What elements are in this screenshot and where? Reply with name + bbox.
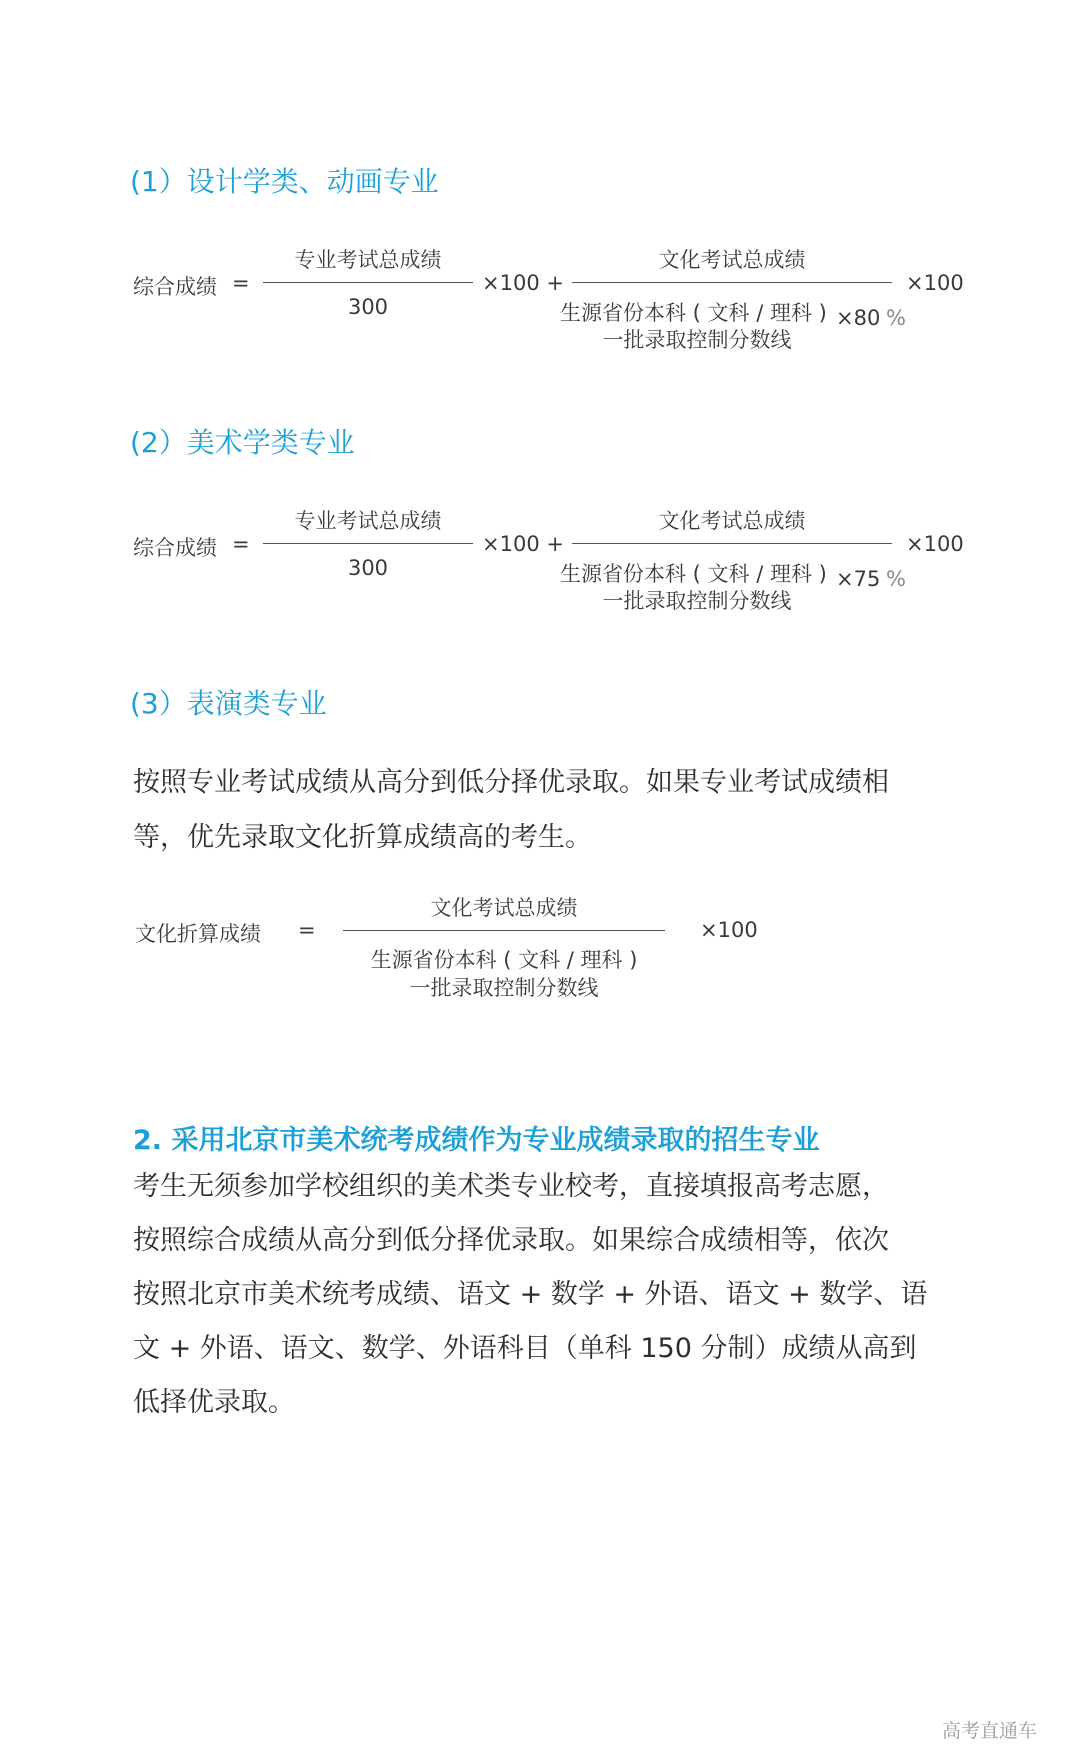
formula-3-den-line1: 生源省份本科 ( 文科 / 理科 ) bbox=[370, 948, 638, 972]
formula-3-den-line2: 一批录取控制分数线 bbox=[409, 976, 599, 1000]
part2-title: 2. 采用北京市美术统考成绩作为专业成绩录取的招生专业 bbox=[133, 1125, 820, 1156]
formula-2-lhs: 综合成绩 bbox=[133, 536, 217, 560]
section3-para-line1: 按照专业考试成绩从高分到低分择优录取。如果专业考试成绩相 bbox=[133, 767, 889, 798]
section3-title: (3）表演类专业 bbox=[130, 687, 327, 720]
formula-1-frac2-den-line2: 一批录取控制分数线 bbox=[602, 328, 792, 352]
formula-3-lhs: 文化折算成绩 bbox=[135, 922, 261, 946]
formula-3-num: 文化考试总成绩 bbox=[430, 896, 578, 920]
formula-2-factor: ×75 bbox=[836, 567, 881, 591]
formula-3-bar bbox=[343, 930, 665, 931]
formula-1-mul1: ×100 + bbox=[482, 271, 564, 295]
formula-1-frac1-bar bbox=[263, 282, 473, 283]
formula-2-frac2-den-line2: 一批录取控制分数线 bbox=[602, 589, 792, 613]
part2-line-3: 按照北京市美术统考成绩、语文 + 数学 + 外语、语文 + 数学、语 bbox=[133, 1279, 928, 1310]
part2-line-4: 文 + 外语、语文、数学、外语科目（单科 150 分制）成绩从高到 bbox=[133, 1333, 917, 1364]
section1-title: (1）设计学类、动画专业 bbox=[130, 165, 439, 198]
formula-1-frac1-den: 300 bbox=[347, 295, 389, 319]
formula-1-frac2-bar bbox=[572, 282, 892, 283]
formula-1-mul2: ×100 bbox=[906, 271, 964, 295]
formula-2-percent: % bbox=[886, 567, 906, 591]
formula-2-frac1-den: 300 bbox=[347, 556, 389, 580]
part2-line-2: 按照综合成绩从高分到低分择优录取。如果综合成绩相等，依次 bbox=[133, 1225, 889, 1256]
formula-1-factor: ×80 bbox=[836, 306, 881, 330]
formula-1-frac2-den-line1: 生源省份本科 ( 文科 / 理科 ) bbox=[560, 301, 827, 325]
formula-2-eq: = bbox=[232, 532, 250, 556]
formula-2-frac2-bar bbox=[572, 543, 892, 544]
formula-1-lhs: 综合成绩 bbox=[133, 275, 217, 299]
formula-3-eq: = bbox=[298, 918, 316, 942]
footer-brand: 高考直通车 bbox=[942, 1720, 1038, 1742]
formula-2-frac1-num: 专业考试总成绩 bbox=[294, 509, 442, 533]
formula-1-frac2-num: 文化考试总成绩 bbox=[658, 248, 806, 272]
formula-2-mul1: ×100 + bbox=[482, 532, 564, 556]
section3-para-line2: 等，优先录取文化折算成绩高的考生。 bbox=[133, 822, 592, 853]
formula-2-mul2: ×100 bbox=[906, 532, 964, 556]
formula-1-eq: = bbox=[232, 271, 250, 295]
section2-title: (2）美术学类专业 bbox=[130, 426, 355, 459]
formula-2-frac1-bar bbox=[263, 543, 473, 544]
formula-3-mul: ×100 bbox=[700, 918, 758, 942]
formula-1-percent: % bbox=[886, 306, 906, 330]
formula-2-frac2-den-line1: 生源省份本科 ( 文科 / 理科 ) bbox=[560, 562, 827, 586]
part2-line-1: 考生无须参加学校组织的美术类专业校考，直接填报高考志愿， bbox=[133, 1171, 889, 1202]
formula-1-frac1-num: 专业考试总成绩 bbox=[294, 248, 442, 272]
formula-2-frac2-num: 文化考试总成绩 bbox=[658, 509, 806, 533]
part2-line-5: 低择优录取。 bbox=[133, 1387, 295, 1418]
